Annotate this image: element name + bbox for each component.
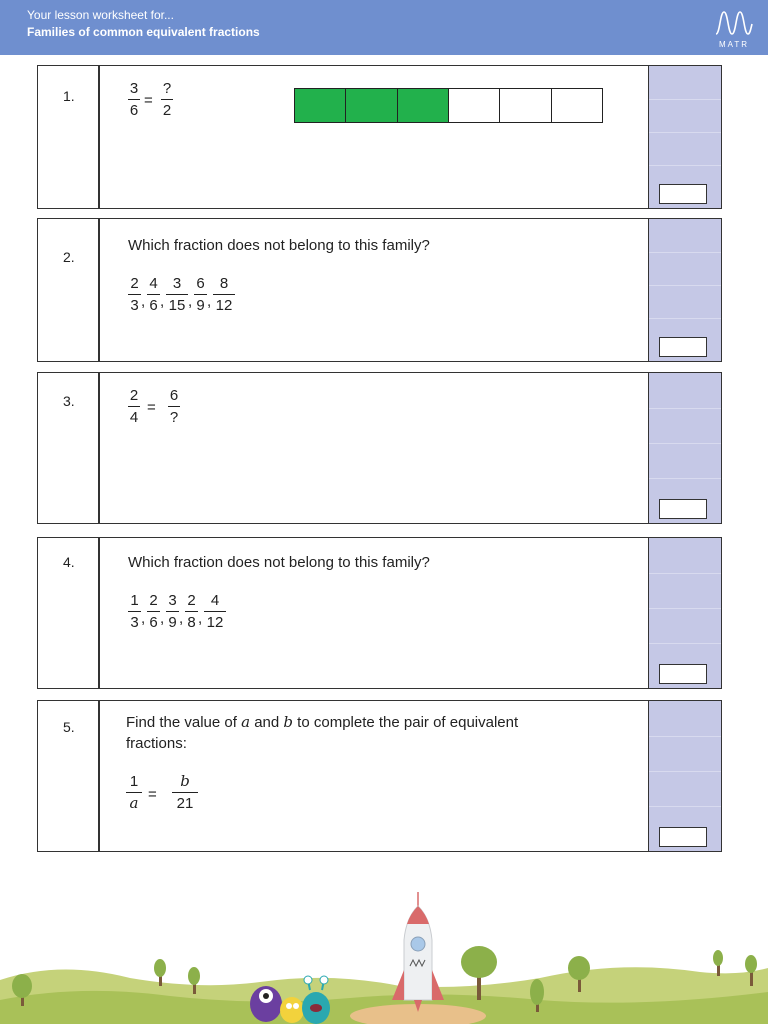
question-text: Which fraction does not belong to this family? <box>128 554 430 571</box>
bar-segment-filled <box>398 89 449 122</box>
denominator: 3 <box>130 614 139 631</box>
mark-column <box>648 701 721 851</box>
logo-text: MATR <box>718 40 750 49</box>
denominator: 15 <box>168 297 186 314</box>
mark-column <box>648 538 721 688</box>
question-number <box>38 219 100 361</box>
denominator: 8 <box>187 614 196 631</box>
footer-scene-illustration <box>0 860 768 1024</box>
answer-score-box[interactable] <box>659 664 707 684</box>
question-1 <box>37 65 722 209</box>
numerator: 6 <box>196 275 205 292</box>
question-number <box>38 701 100 851</box>
denominator: 3 <box>130 297 139 314</box>
variable-a: a <box>241 713 251 731</box>
numerator: 6 <box>169 387 179 404</box>
question-3 <box>37 372 722 524</box>
question-4 <box>37 537 722 689</box>
question-content <box>128 219 641 361</box>
matr-logo <box>714 8 754 48</box>
question-text: Find the value of a and b to complete the pair of equivalent fractions: <box>126 713 519 752</box>
denominator: ? <box>169 409 179 426</box>
question-number-label: 3. <box>63 393 75 409</box>
yellow-monster-icon <box>280 997 304 1023</box>
numerator: 3 <box>172 275 182 292</box>
rocket-icon <box>392 892 444 1012</box>
answer-score-box[interactable] <box>659 499 707 519</box>
answer-score-box[interactable] <box>659 184 707 204</box>
comma-separator: , <box>160 293 165 310</box>
numerator: 1 <box>129 773 139 790</box>
numerator: 2 <box>187 592 196 609</box>
question-5 <box>37 700 722 852</box>
denominator: 21 <box>176 795 194 812</box>
bar-segment-filled <box>346 89 397 122</box>
denominator: 9 <box>168 614 177 631</box>
comma-separator: , <box>141 293 146 310</box>
denominator: 4 <box>129 409 139 426</box>
numerator: 4 <box>210 592 220 609</box>
fraction-option <box>166 275 188 314</box>
comma-separator: , <box>198 610 203 627</box>
question-number <box>38 538 100 688</box>
equals-sign: = <box>148 786 157 803</box>
fraction-right <box>168 387 180 426</box>
numerator: 2 <box>149 592 158 609</box>
equals-sign: = <box>147 399 156 416</box>
numerator: 2 <box>129 387 139 404</box>
numerator: b <box>180 772 190 790</box>
bar-segment-filled <box>295 89 346 122</box>
comma-separator: , <box>179 610 184 627</box>
fraction-option <box>185 592 198 631</box>
question-number-label: 4. <box>63 554 75 570</box>
question-2 <box>37 218 722 362</box>
question-number-label: 1. <box>63 88 75 104</box>
numerator: 3 <box>168 592 177 609</box>
fraction-left <box>126 773 142 812</box>
equals-sign: = <box>144 92 153 109</box>
fraction-right <box>161 80 173 119</box>
question-text: Which fraction does not belong to this family? <box>128 237 430 254</box>
fraction-left <box>128 387 140 426</box>
header-title: Families of common equivalent fractions <box>27 25 260 39</box>
mark-column <box>648 66 721 208</box>
denominator: 2 <box>162 102 172 119</box>
numerator: 1 <box>130 592 139 609</box>
question-content <box>128 538 641 688</box>
numerator: 4 <box>149 275 158 292</box>
numerator: 3 <box>129 80 139 97</box>
denominator: a <box>129 794 139 812</box>
comma-separator: , <box>141 610 146 627</box>
mark-column <box>648 219 721 361</box>
purple-monster-icon <box>250 986 282 1022</box>
question-number <box>38 373 100 523</box>
bar-segment-empty <box>500 89 551 122</box>
denominator: 6 <box>129 102 139 119</box>
fraction-right <box>172 773 198 812</box>
numerator: 2 <box>130 275 139 292</box>
denominator: 6 <box>149 614 158 631</box>
question-number <box>38 66 100 208</box>
fraction-option <box>147 592 160 631</box>
fraction-option <box>128 592 141 631</box>
mark-column <box>648 373 721 523</box>
variable-b: b <box>283 713 294 731</box>
numerator: ? <box>162 80 172 97</box>
fraction-option <box>128 275 141 314</box>
comma-separator: , <box>188 293 193 310</box>
answer-score-box[interactable] <box>659 337 707 357</box>
fraction-option <box>194 275 207 314</box>
denominator: 12 <box>215 297 233 314</box>
denominator: 12 <box>206 614 224 631</box>
answer-score-box[interactable] <box>659 827 707 847</box>
question-number-label: 2. <box>63 249 75 265</box>
comma-separator: , <box>160 610 165 627</box>
header-subtitle: Your lesson worksheet for... <box>27 8 174 22</box>
fraction-left <box>128 80 140 119</box>
fraction-option <box>213 275 235 314</box>
question-content <box>126 701 641 851</box>
worksheet-header <box>0 0 768 55</box>
question-number-label: 5. <box>63 719 75 735</box>
comma-separator: , <box>207 293 212 310</box>
bar-segment-empty <box>552 89 602 122</box>
fraction-option <box>204 592 226 631</box>
fraction-bar-model <box>294 88 603 123</box>
denominator: 6 <box>149 297 158 314</box>
bar-segment-empty <box>449 89 500 122</box>
fraction-option <box>166 592 179 631</box>
question-content <box>128 373 641 523</box>
numerator: 8 <box>219 275 229 292</box>
fraction-option <box>147 275 160 314</box>
denominator: 9 <box>196 297 205 314</box>
